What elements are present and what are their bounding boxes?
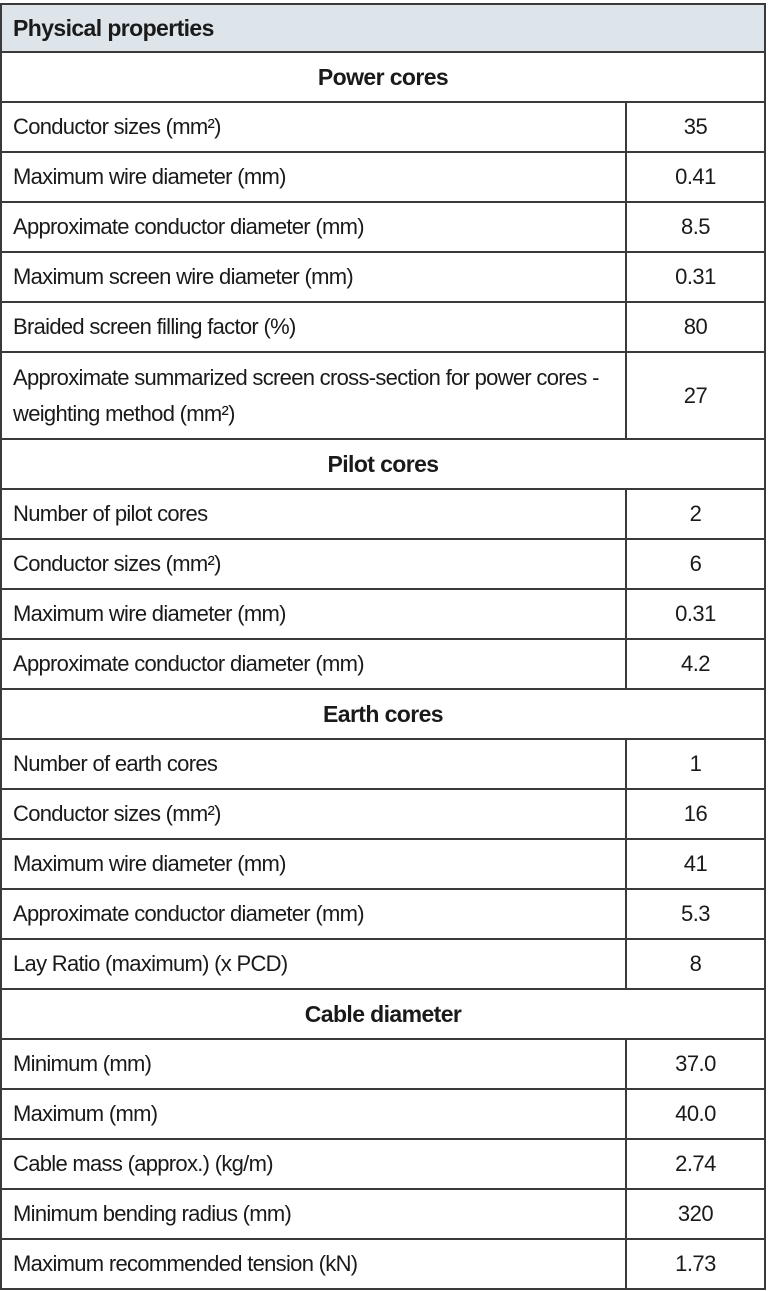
table-row	[2, 303, 764, 353]
table-row	[2, 1240, 764, 1290]
table-row	[2, 253, 764, 303]
table-row	[2, 790, 764, 840]
section-heading-earth-cores: Earth cores	[2, 690, 764, 740]
row-value: 1.73	[675, 1251, 716, 1276]
table-row	[2, 353, 764, 440]
row-label: Approximate conductor diameter (mm)	[2, 640, 627, 688]
row-label: Maximum screen wire diameter (mm)	[2, 253, 627, 301]
row-label: Minimum (mm)	[2, 1040, 627, 1088]
row-value: 41	[683, 851, 708, 876]
row-value: 8	[689, 951, 702, 976]
table-row	[2, 840, 764, 890]
row-value: 320	[677, 1201, 714, 1226]
row-label: Maximum (mm)	[2, 1090, 627, 1138]
row-label: Lay Ratio (maximum) (x PCD)	[2, 940, 627, 988]
physical-properties-table	[0, 3, 766, 1290]
table-row	[2, 890, 764, 940]
table-row	[2, 640, 764, 690]
row-value: 40.0	[675, 1101, 716, 1126]
row-value: 2	[689, 501, 702, 526]
row-value: 35	[683, 114, 708, 139]
row-label: Minimum bending radius (mm)	[2, 1190, 627, 1238]
row-value: 5.3	[680, 901, 711, 926]
table-row	[2, 490, 764, 540]
row-value: 4.2	[680, 651, 711, 676]
table-row	[2, 1140, 764, 1190]
row-label: Conductor sizes (mm²)	[2, 540, 627, 588]
row-label: Approximate summarized screen cross-section for power cores - weighting method (mm²)	[2, 353, 627, 438]
table-title: Physical properties	[2, 5, 764, 53]
table-row	[2, 740, 764, 790]
row-label: Number of pilot cores	[2, 490, 627, 538]
row-label: Approximate conductor diameter (mm)	[2, 203, 627, 251]
row-value: 8.5	[680, 214, 711, 239]
row-label: Conductor sizes (mm²)	[2, 790, 627, 838]
row-label: Maximum wire diameter (mm)	[2, 590, 627, 638]
row-value: 37.0	[675, 1051, 716, 1076]
row-label: Maximum wire diameter (mm)	[2, 153, 627, 201]
section-heading-power-cores: Power cores	[2, 53, 764, 103]
row-value: 0.31	[675, 264, 716, 289]
table-row	[2, 540, 764, 590]
row-value: 80	[683, 314, 708, 339]
table-row	[2, 1090, 764, 1140]
row-value: 6	[689, 551, 702, 576]
table-row	[2, 940, 764, 990]
table-row	[2, 103, 764, 153]
row-value: 2.74	[675, 1151, 716, 1176]
row-label: Maximum recommended tension (kN)	[2, 1240, 627, 1288]
table-row	[2, 153, 764, 203]
row-label: Number of earth cores	[2, 740, 627, 788]
table-row	[2, 1040, 764, 1090]
row-label: Braided screen filling factor (%)	[2, 303, 627, 351]
table-row	[2, 1190, 764, 1240]
row-label: Maximum wire diameter (mm)	[2, 840, 627, 888]
row-label: Conductor sizes (mm²)	[2, 103, 627, 151]
row-label: Approximate conductor diameter (mm)	[2, 890, 627, 938]
row-label: Cable mass (approx.) (kg/m)	[2, 1140, 627, 1188]
section-heading-cable-diameter: Cable diameter	[2, 990, 764, 1040]
row-value: 0.41	[675, 164, 716, 189]
row-value: 16	[683, 801, 708, 826]
row-value: 1	[689, 751, 702, 776]
table-row	[2, 203, 764, 253]
table-row	[2, 590, 764, 640]
row-value: 27	[683, 382, 708, 408]
section-heading-pilot-cores: Pilot cores	[2, 440, 764, 490]
row-value: 0.31	[675, 601, 716, 626]
